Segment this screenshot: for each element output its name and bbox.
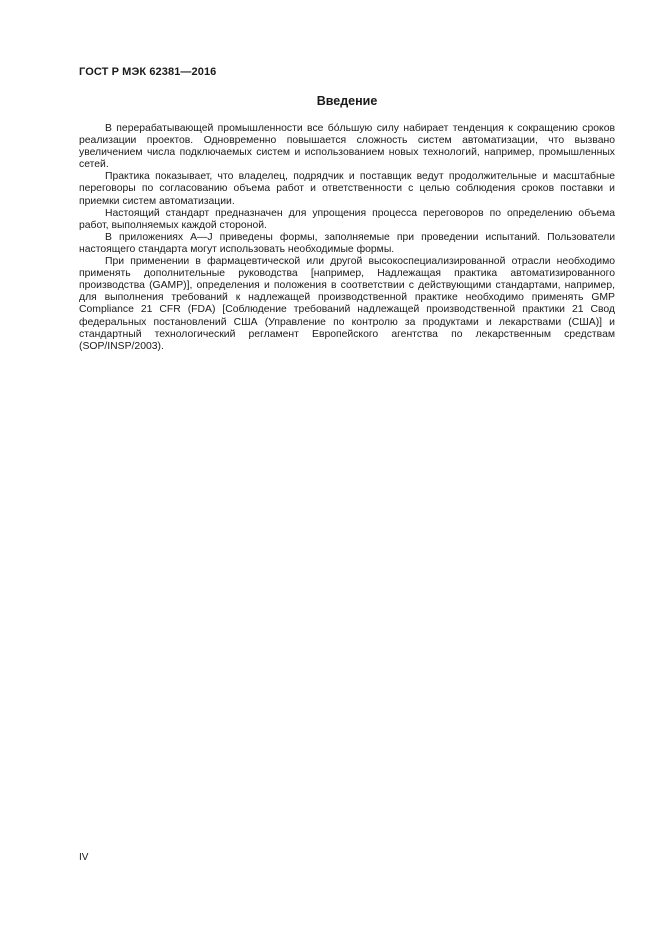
paragraph: Настоящий стандарт предназначен для упрощения процесса переговоров по определению объема работ, выполняемых каждой стороной. (79, 207, 615, 231)
document-standard-id: ГОСТ Р МЭК 62381—2016 (79, 66, 217, 78)
paragraph: При применении в фармацевтической или другой высокоспециализированной отрасли необходимо применять дополнительные руководства [например, Надлежащая практика автоматизированного производства (GAMP)], определения и положения в соответствии с действующими стандартами, например, для выполнения требований к надлежащей производственной практике необходимо применять GMP Compliance 21 CFR (FDA) [Соблюдение требований надлежащей производственной практики 21 Свод федеральных постановлений США (Управление по контролю за продуктами и лекарствами (США)] и стандартный технологический регламент Европейского агентства по лекарственным средствам (SOP/INSP/2003). (79, 256, 615, 352)
paragraph: В перерабатывающей промышленности все бо́льшую силу набирает тенденция к сокращению сроков реализации проектов. Одновременно повышается сложность систем автоматизации, что вызвано увеличением числа подключаемых систем и использованием новых технологий, например, промышленных сетей. (79, 123, 615, 171)
section-title: Введение (316, 94, 378, 108)
page-number: IV (79, 852, 89, 863)
paragraph: Практика показывает, что владелец, подрядчик и поставщик ведут продолжительные и масштабные переговоры по согласованию объема работ и ответственности с целью соблюдения сроков поставки и приемки систем автоматизации. (79, 171, 615, 207)
body-text (79, 123, 615, 353)
paragraph: В приложениях A—J приведены формы, заполняемые при проведении испытаний. Пользователи настоящего стандарта могут использовать необходимые формы. (79, 231, 615, 255)
